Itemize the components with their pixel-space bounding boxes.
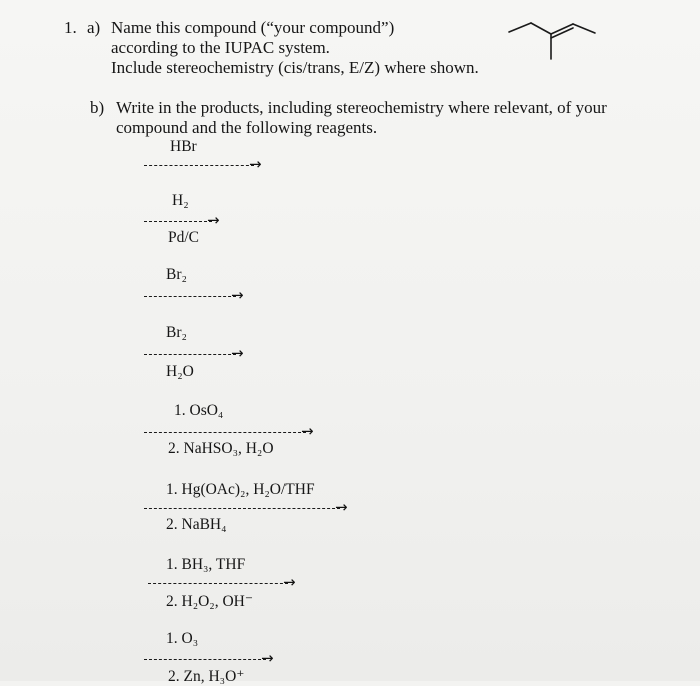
reaction-3-reagent-above: Br₂ (166, 266, 187, 283)
reaction-3-arrow (144, 296, 236, 297)
reaction-3-arrowhead-icon: → (231, 286, 244, 304)
reaction-4-arrowhead-icon: → (231, 344, 244, 362)
compound-structure-drawing (505, 18, 605, 64)
reaction-4-reagent-below: H₂O (166, 363, 194, 380)
reaction-8-arrowhead-icon: → (261, 649, 274, 667)
reaction-8-reagent-below: 2. Zn, H₃O⁺ (168, 668, 245, 685)
reaction-2-arrowhead-icon: → (207, 211, 220, 229)
reaction-2-arrow (144, 221, 212, 222)
reaction-4-reagent-above: Br₂ (166, 324, 187, 341)
reaction-6-reagent-below: 2. NaBH₄ (166, 516, 227, 533)
reaction-4-arrow (144, 354, 236, 355)
reaction-5-arrow (144, 432, 306, 433)
bond-to-alkene (531, 23, 551, 34)
question-number: 1. (64, 18, 77, 37)
reaction-8-reagent-above: 1. O₃ (166, 630, 199, 647)
reaction-7-reagent-above: 1. BH₃, THF (166, 556, 246, 573)
part-b-line-1: Write in the products, including stereochemistry where relevant, of your (116, 98, 607, 117)
bond-methyl (509, 23, 531, 32)
bond-right-methyl (573, 24, 595, 33)
part-b-line-2: compound and the following reagents. (116, 118, 378, 137)
reaction-1-arrow (144, 165, 254, 166)
reaction-7-arrow (148, 583, 288, 584)
part-a-line-2: according to the IUPAC system. (111, 38, 330, 57)
reaction-5-arrowhead-icon: → (301, 422, 314, 440)
part-a-line-1: Name this compound (“your compound”) (111, 18, 395, 37)
part-a-line-3: Include stereochemistry (cis/trans, E/Z) where shown. (111, 58, 479, 77)
part-a-label: a) (87, 18, 101, 37)
reaction-1-arrowhead-icon: → (249, 155, 262, 173)
part-b-label: b) (90, 98, 105, 117)
reaction-6-arrow (144, 508, 340, 509)
reaction-8-arrow (144, 659, 266, 660)
reaction-5-reagent-above: 1. OsO₄ (174, 402, 224, 419)
reaction-2-reagent-below: Pd/C (168, 229, 200, 246)
reaction-1-reagent-above: HBr (170, 138, 197, 155)
reaction-6-reagent-above: 1. Hg(OAc)₂, H₂O/THF (166, 481, 315, 498)
reaction-5-reagent-below: 2. NaHSO₃, H₂O (168, 440, 274, 457)
reaction-6-arrowhead-icon: → (335, 498, 348, 516)
reaction-7-reagent-below: 2. H₂O₂, OH⁻ (166, 593, 254, 610)
reaction-7-arrowhead-icon: → (283, 573, 296, 591)
reaction-2-reagent-above: H₂ (172, 192, 189, 209)
